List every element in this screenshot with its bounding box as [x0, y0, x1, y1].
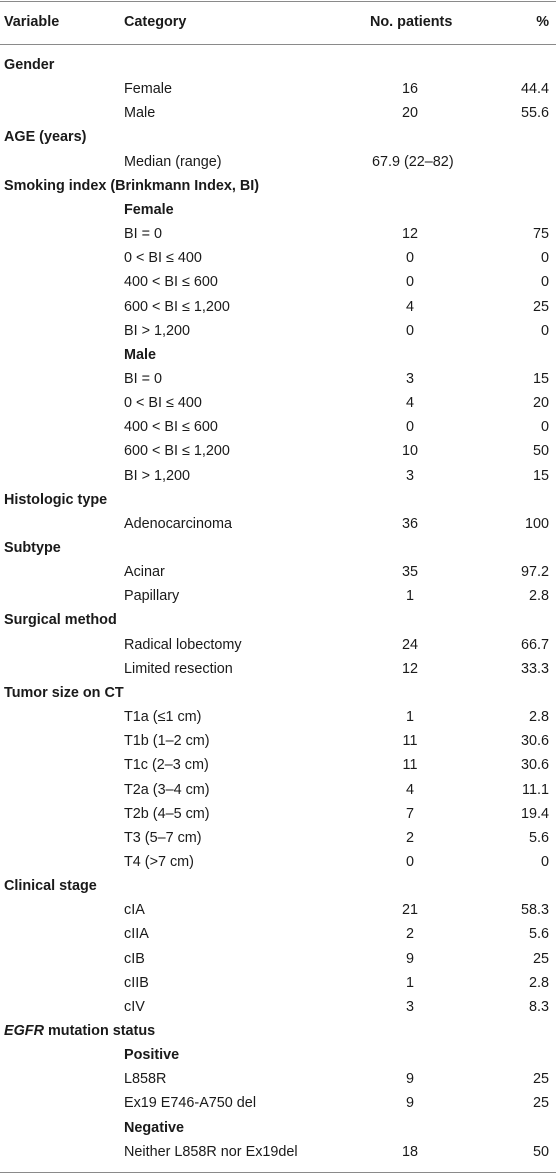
no-patients-cell: 11 — [402, 733, 418, 750]
percent-cell: 8.3 — [528, 998, 549, 1015]
no-patients-cell: 0 — [405, 250, 415, 267]
table-row — [0, 415, 556, 439]
no-patients-cell: 3 — [405, 998, 415, 1015]
bottom-rule — [0, 1172, 556, 1173]
subgroup-label: Negative — [124, 1119, 184, 1136]
category-cell: Ex19 E746-A750 del — [124, 1095, 257, 1112]
variable-row — [0, 53, 556, 77]
table-row — [0, 150, 556, 174]
table-row — [0, 826, 556, 850]
table-row — [0, 391, 556, 415]
table-row — [0, 270, 556, 294]
category-cell: cIB — [124, 950, 145, 967]
table-row — [0, 101, 556, 125]
variable-label — [4, 1019, 155, 1043]
category-cell: T2a (3–4 cm) — [124, 781, 210, 798]
percent-cell: 19.4 — [520, 805, 549, 822]
category-cell: Male — [124, 105, 156, 122]
table-row — [0, 295, 556, 319]
subgroup-row — [0, 198, 556, 222]
percent-cell: 20 — [532, 395, 549, 412]
variable-label: Clinical stage — [4, 878, 97, 895]
variable-row — [0, 174, 556, 198]
no-patients-cell: 0 — [405, 322, 415, 339]
category-cell: Limited resection — [124, 660, 233, 677]
variable-row — [0, 874, 556, 898]
variable-label: Tumor size on CT — [4, 684, 124, 701]
no-patients-cell: 21 — [401, 902, 419, 919]
category-cell: Adenocarcinoma — [124, 515, 232, 532]
percent-cell: 66.7 — [520, 636, 549, 653]
percent-cell: 30.6 — [520, 757, 549, 774]
category-cell: Median (range) — [124, 153, 222, 170]
no-patients-cell: 4 — [405, 298, 415, 315]
category-cell: T1c (2–3 cm) — [124, 757, 209, 774]
table-row — [0, 246, 556, 270]
variable-label: Subtype — [4, 540, 61, 556]
variable-label: Smoking index (Brinkmann Index, BI) — [4, 177, 260, 194]
header-category: Category — [124, 14, 187, 30]
percent-cell: 5.6 — [528, 926, 549, 943]
percent-cell: 0 — [540, 274, 549, 291]
table-row — [0, 222, 556, 246]
percent-cell: 100 — [524, 515, 549, 532]
variable-label: Surgical method — [4, 612, 117, 629]
no-patients-cell: 1 — [405, 588, 415, 605]
subgroup-label: Positive — [124, 1047, 180, 1064]
no-patients-cell: 35 — [401, 564, 419, 581]
variable-label-italic: EGFR — [4, 1023, 44, 1039]
subgroup-row — [0, 1116, 556, 1140]
category-cell: cIIB — [124, 974, 149, 991]
no-patients-cell: 11 — [402, 757, 418, 774]
no-patients-cell: 4 — [405, 781, 415, 798]
category-cell: T3 (5–7 cm) — [124, 829, 202, 846]
no-patients-cell: 0 — [405, 419, 415, 436]
category-cell: T1a (≤1 cm) — [124, 709, 202, 726]
top-rule — [0, 1, 556, 2]
percent-cell: 50 — [532, 443, 549, 460]
category-cell: Neither L858R nor Ex19del — [124, 1143, 298, 1160]
no-patients-cell: 24 — [401, 636, 419, 653]
category-cell: Acinar — [124, 564, 165, 581]
category-cell: BI > 1,200 — [124, 322, 191, 339]
percent-cell: 0 — [540, 419, 549, 436]
no-patients-cell: 1 — [405, 974, 415, 991]
percent-cell: 33.3 — [520, 660, 549, 677]
variable-row — [0, 125, 556, 149]
no-patients-cell: 16 — [401, 81, 419, 98]
no-patients-cell: 9 — [405, 1095, 415, 1112]
percent-cell: 0 — [540, 250, 549, 267]
subgroup-row — [0, 343, 556, 367]
category-cell: cIV — [124, 998, 145, 1015]
category-cell: Radical lobectomy — [124, 636, 242, 653]
subgroup-label: Female — [124, 201, 174, 218]
category-cell: BI = 0 — [124, 370, 163, 387]
percent-cell: 2.8 — [528, 974, 549, 991]
subgroup-label: Male — [124, 346, 156, 363]
category-cell: T4 (>7 cm) — [124, 853, 194, 870]
table-row — [0, 657, 556, 681]
no-patients-cell: 2 — [405, 829, 415, 846]
no-patients-cell: 20 — [401, 105, 419, 122]
variable-row — [0, 681, 556, 705]
percent-cell: 2.8 — [528, 588, 549, 605]
table-row — [0, 1140, 556, 1164]
category-cell: T2b (4–5 cm) — [124, 805, 210, 822]
percent-cell: 58.3 — [520, 902, 549, 919]
table-row — [0, 1091, 556, 1115]
percent-cell: 0 — [540, 853, 549, 870]
variable-label: Gender — [4, 57, 55, 73]
table-row — [0, 512, 556, 536]
percent-cell: 25 — [532, 1095, 549, 1112]
table-row — [0, 1067, 556, 1091]
table-row — [0, 753, 556, 777]
table-row — [0, 439, 556, 463]
percent-cell: 50 — [532, 1143, 549, 1160]
table-row — [0, 633, 556, 657]
variable-label-rest: mutation status — [43, 1023, 156, 1039]
percent-cell: 97.2 — [520, 564, 549, 581]
variable-row — [0, 608, 556, 632]
no-patients-cell: 9 — [405, 1071, 415, 1088]
no-patients-cell: 36 — [401, 515, 419, 532]
table-row — [0, 367, 556, 391]
percent-cell: 75 — [532, 226, 549, 243]
median-value-cell: 67.9 (22–82) — [372, 153, 454, 170]
table-row — [0, 77, 556, 101]
category-cell: cIIA — [124, 926, 149, 943]
variable-label: Histologic type — [4, 491, 108, 508]
variable-row — [0, 1019, 556, 1043]
category-cell: L858R — [124, 1071, 167, 1088]
variable-label: AGE (years) — [4, 129, 87, 146]
percent-cell: 5.6 — [528, 829, 549, 846]
category-cell: T1b (1–2 cm) — [124, 733, 210, 750]
category-cell: 400 < BI ≤ 600 — [124, 419, 218, 436]
table-row — [0, 560, 556, 584]
category-cell: cIA — [124, 902, 145, 919]
no-patients-cell: 3 — [405, 467, 415, 484]
percent-cell: 44.4 — [520, 81, 549, 98]
category-cell: 600 < BI ≤ 1,200 — [124, 298, 230, 315]
percent-cell: 25 — [532, 298, 549, 315]
category-cell: 0 < BI ≤ 400 — [124, 395, 202, 412]
percent-cell: 15 — [532, 467, 549, 484]
header-percent: % — [536, 14, 549, 30]
no-patients-cell: 9 — [405, 950, 415, 967]
category-cell: BI > 1,200 — [124, 467, 191, 484]
percent-cell: 30.6 — [520, 733, 549, 750]
table-row — [0, 850, 556, 874]
category-cell: 0 < BI ≤ 400 — [124, 250, 202, 267]
table-row — [0, 971, 556, 995]
category-cell: 600 < BI ≤ 1,200 — [124, 443, 230, 460]
variable-row — [0, 488, 556, 512]
percent-cell: 15 — [532, 370, 549, 387]
no-patients-cell: 0 — [405, 853, 415, 870]
table-row — [0, 995, 556, 1019]
percent-cell: 25 — [532, 1071, 549, 1088]
table-header-row — [0, 10, 556, 34]
category-cell: 400 < BI ≤ 600 — [124, 274, 218, 291]
category-cell: Papillary — [124, 588, 180, 605]
table-row — [0, 729, 556, 753]
table-row — [0, 778, 556, 802]
no-patients-cell: 12 — [401, 660, 419, 677]
no-patients-cell: 0 — [405, 274, 415, 291]
table-row — [0, 464, 556, 488]
no-patients-cell: 1 — [405, 709, 415, 726]
no-patients-cell: 3 — [405, 370, 415, 387]
percent-cell: 25 — [532, 950, 549, 967]
header-no-patients: No. patients — [370, 14, 453, 30]
percent-cell: 11.1 — [522, 781, 549, 798]
no-patients-cell: 4 — [405, 395, 415, 412]
header-variable: Variable — [4, 14, 60, 30]
no-patients-cell: 10 — [401, 443, 419, 460]
no-patients-cell: 12 — [401, 226, 419, 243]
table-row — [0, 802, 556, 826]
table-row — [0, 319, 556, 343]
header-rule — [0, 44, 556, 45]
percent-cell: 55.6 — [520, 105, 549, 122]
table-row — [0, 898, 556, 922]
table-row — [0, 584, 556, 608]
category-cell: Female — [124, 81, 172, 98]
table-row — [0, 947, 556, 971]
percent-cell: 0 — [540, 322, 549, 339]
variable-row — [0, 536, 556, 560]
category-cell: BI = 0 — [124, 226, 163, 243]
no-patients-cell: 2 — [405, 926, 415, 943]
no-patients-cell: 7 — [405, 805, 415, 822]
subgroup-row — [0, 1043, 556, 1067]
percent-cell: 2.8 — [528, 709, 549, 726]
table-row — [0, 922, 556, 946]
no-patients-cell: 18 — [401, 1143, 419, 1160]
table-row — [0, 705, 556, 729]
